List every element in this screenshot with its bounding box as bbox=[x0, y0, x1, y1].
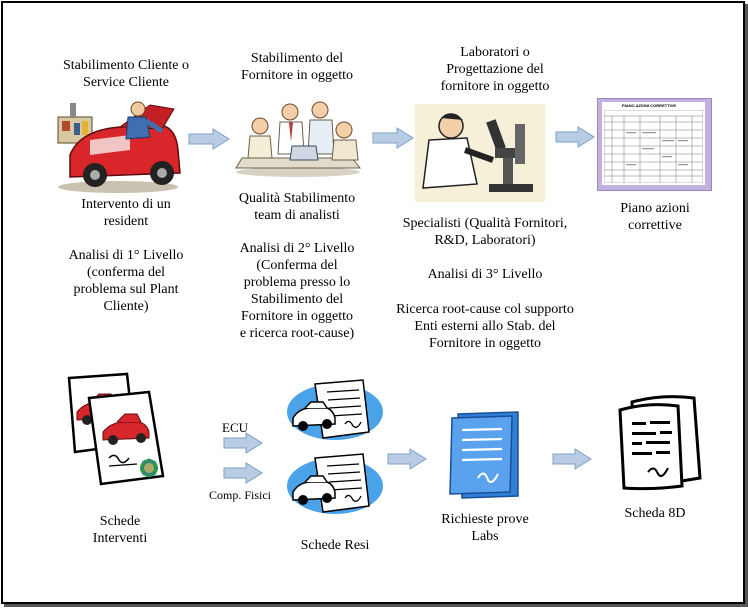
col1-analysis-level: Analisi di 1° Livello (conferma del problema sul Plant Cliente) bbox=[68, 248, 184, 314]
flow-arrow-2 bbox=[372, 127, 414, 149]
mechanic-repairing-car-illustration bbox=[50, 95, 185, 195]
flow-arrow-resi-to-labs bbox=[387, 448, 427, 470]
col4-label: Piano azioni correttive bbox=[620, 201, 690, 233]
col2-quality-team: Qualità Stabilimento team di analisti bbox=[238, 191, 356, 223]
scientist-microscope-illustration bbox=[415, 104, 545, 202]
schede-resi-label: Schede Resi bbox=[300, 538, 370, 553]
col3-header: Laboratori o Progettazione del fornitore in oggetto bbox=[440, 45, 550, 94]
plan-document-title: PIANO AZIONI CORRETTIVE bbox=[622, 103, 677, 108]
flow-arrow-3 bbox=[555, 126, 595, 148]
col3-root-cause-search: Ricerca root-cause col supporto Enti esterni allo Stab. del Fornitore in oggetto bbox=[396, 302, 574, 351]
flow-arrow-labs-to-8d bbox=[552, 448, 592, 470]
plan-document-table bbox=[604, 110, 703, 183]
col2-header: Stabilimento del Fornitore in oggetto bbox=[241, 51, 353, 83]
returns-sheet-icon-components bbox=[285, 452, 385, 518]
8d-report-document-icon bbox=[612, 392, 707, 492]
col1-header: Stabilimento Cliente o Service Cliente bbox=[63, 58, 189, 90]
col3-analysis-level: Analisi di 3° Livello bbox=[427, 267, 543, 282]
col1-intervention: Intervento di un resident bbox=[81, 197, 171, 229]
returns-sheet-icon-ecu bbox=[285, 378, 385, 444]
scheda-8d-label: Scheda 8D bbox=[624, 506, 686, 521]
lab-test-request-document-icon bbox=[438, 410, 530, 502]
col2-analysis-level: Analisi di 2° Livello (Conferma del problema presso lo Stabilimento del Fornitore in oggetto e ricerca root-cause) bbox=[239, 241, 355, 341]
richieste-prove-labs-label: Richieste prove Labs bbox=[441, 512, 529, 544]
intervention-sheets-illustration bbox=[55, 372, 175, 490]
comp-fisici-label: Comp. Fisici bbox=[208, 488, 271, 502]
col3-specialists: Specialisti (Qualità Fornitori, R&D, Laboratori) bbox=[402, 216, 568, 248]
flow-arrow-1 bbox=[188, 128, 230, 150]
ecu-arrow bbox=[223, 432, 263, 454]
comp-fisici-arrow bbox=[223, 462, 263, 484]
ecu-label: ECU bbox=[222, 420, 248, 435]
analyst-team-illustration bbox=[232, 98, 364, 178]
schede-interventi-label: Schede Interventi bbox=[92, 514, 148, 546]
corrective-action-plan-document bbox=[597, 98, 712, 191]
